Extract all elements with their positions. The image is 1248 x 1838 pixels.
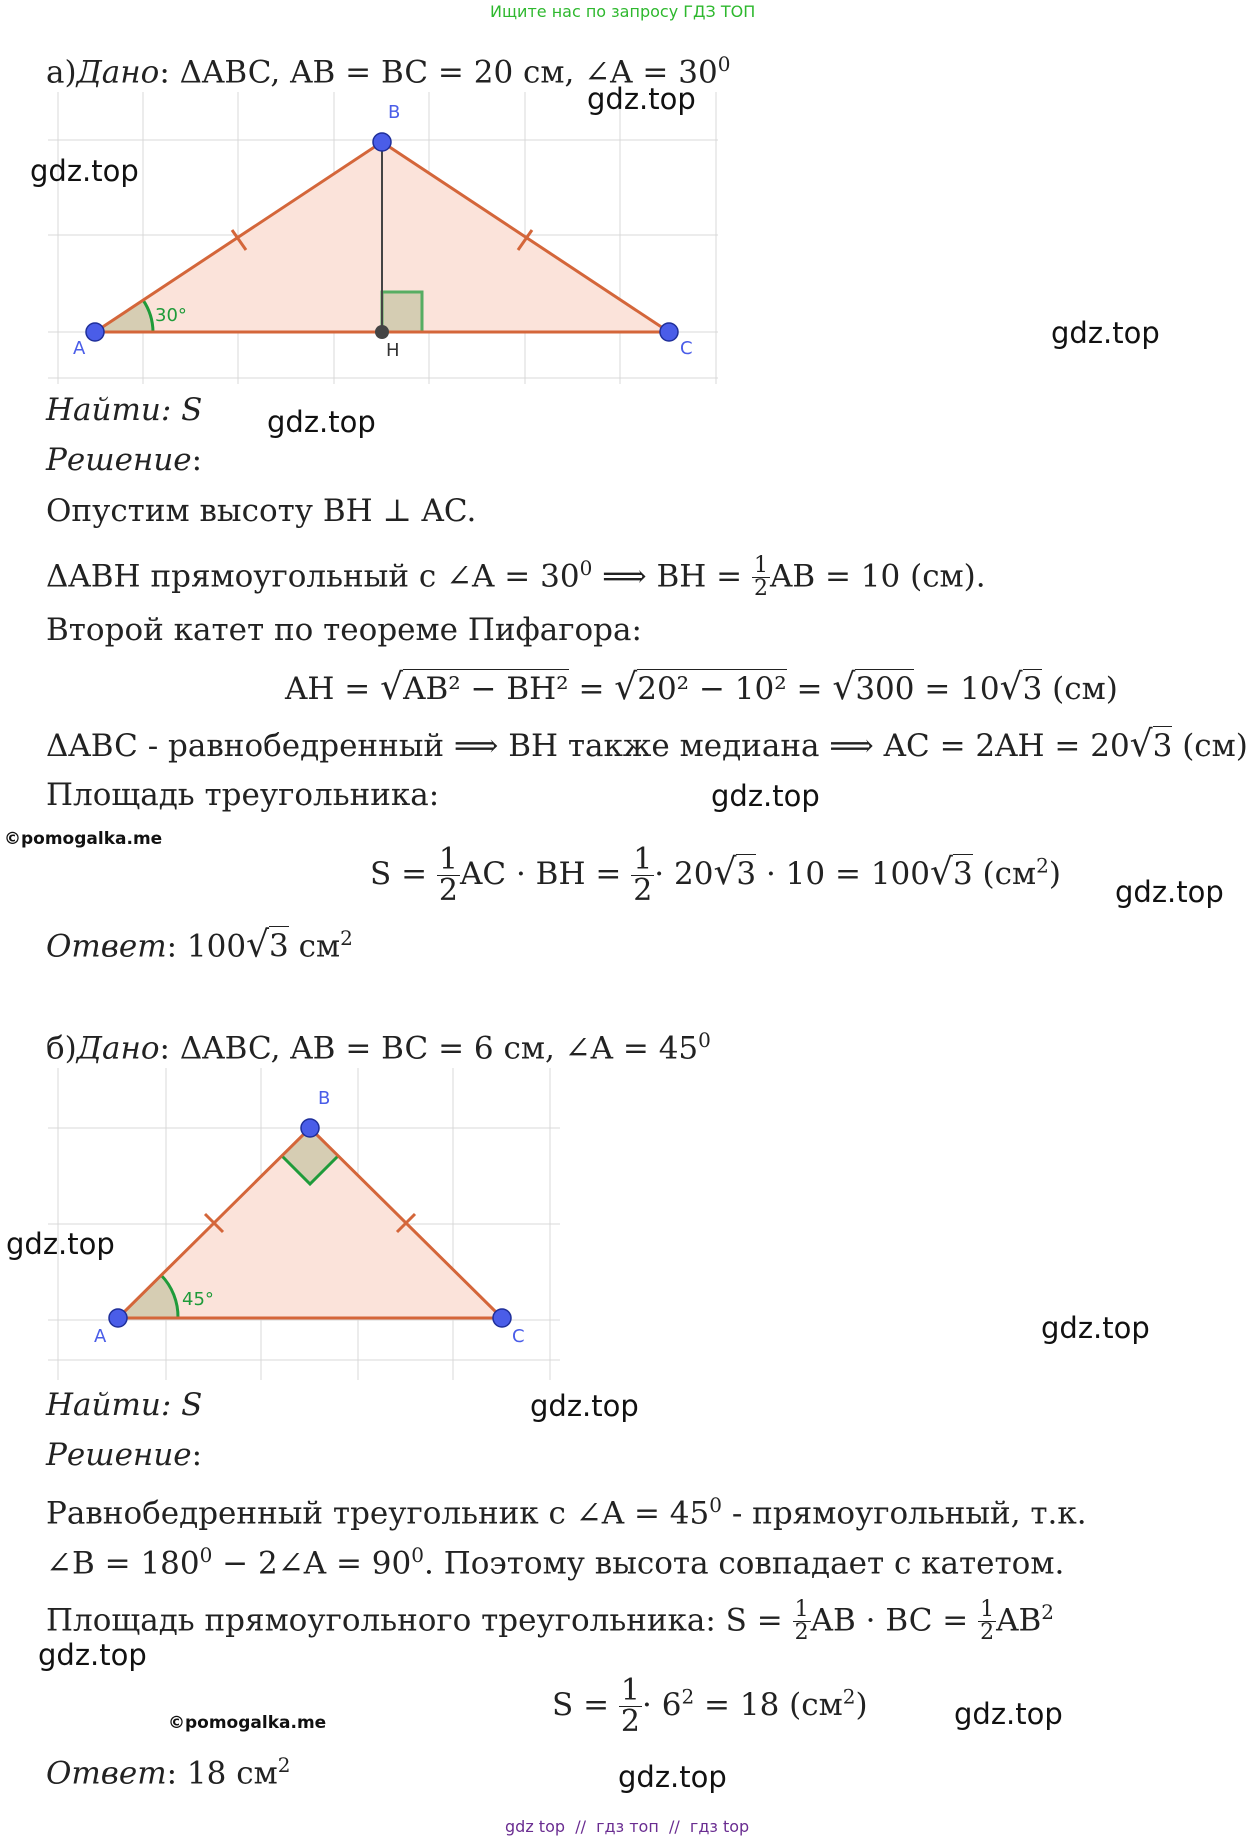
step1-post: - прямоугольный, т.к. xyxy=(721,1495,1087,1532)
footer-separator: // xyxy=(575,1817,586,1836)
top-banner[interactable]: Ищите нас по запросу ГДЗ ТОП xyxy=(490,2,756,21)
step1-pre: Равнобедренный треугольник с ∠A = 45 xyxy=(46,1495,710,1532)
step2-pre: ∠B = 180 xyxy=(46,1545,200,1582)
part-b-step2 xyxy=(46,1535,1064,1583)
find-text: : S xyxy=(160,1387,203,1423)
step2-mid: − 2∠A = 90 xyxy=(212,1545,412,1582)
label-h: H xyxy=(386,340,400,361)
given-text: : ΔABC, AB = BC = 20 см, ∠A = 30 xyxy=(159,54,718,91)
eq: = 10 xyxy=(914,671,1000,707)
footer-link-gdz-top-ru[interactable]: гдз топ xyxy=(596,1817,659,1836)
angle-label: 30° xyxy=(155,305,187,326)
part-a-area-formula xyxy=(370,842,1061,908)
unit: (см xyxy=(972,856,1037,892)
point-a xyxy=(109,1309,127,1327)
part-b-solution-heading xyxy=(46,1435,202,1475)
degree-sup: 0 xyxy=(199,1543,213,1567)
label-a: A xyxy=(94,1326,107,1347)
solution-word: Решение xyxy=(46,442,192,478)
step3-post: AB xyxy=(996,1602,1042,1639)
s-lhs: S = xyxy=(370,856,437,892)
given-word: Дано xyxy=(76,54,160,91)
footer-link-gdz-top-mixed[interactable]: гдз top xyxy=(689,1817,750,1836)
part-a-find xyxy=(46,390,202,430)
label-c: C xyxy=(512,1326,525,1347)
find-word: Найти xyxy=(46,1387,161,1423)
s-mid: AC · BH = xyxy=(460,856,632,892)
unit: (см) xyxy=(1042,671,1118,707)
watermark: gdz.top xyxy=(711,779,820,813)
footer-separator: // xyxy=(668,1817,680,1836)
unit: см xyxy=(288,928,341,965)
given-word: Дано xyxy=(76,1030,160,1067)
sqrt-content: 20² − 10² xyxy=(637,671,787,707)
frac-den: 2 xyxy=(633,873,653,908)
part-a-step2 xyxy=(46,548,986,600)
part-b-given xyxy=(46,1020,711,1068)
sqrt-content: 300 xyxy=(855,671,915,707)
ah-lhs: AH = xyxy=(285,671,381,707)
point-b xyxy=(301,1119,319,1137)
sqrt-content: 3 xyxy=(736,856,757,892)
frac-num: 1 xyxy=(633,842,653,877)
triangle-figure-a xyxy=(48,92,718,384)
sqrt-content: 3 xyxy=(952,856,973,892)
answer-word: Ответ xyxy=(46,1755,167,1792)
sup: 2 xyxy=(340,926,353,950)
right-angle-mark xyxy=(382,292,422,332)
watermark: gdz.top xyxy=(38,1638,147,1672)
copyright: ©pomogalka.me xyxy=(4,829,163,849)
part-a-answer xyxy=(46,918,353,966)
sqrt-symbol: √ xyxy=(1129,724,1153,765)
label-c: C xyxy=(680,338,693,359)
part-b-step3 xyxy=(46,1592,1054,1644)
fraction-half xyxy=(752,555,770,600)
s-post: · 10 = 100 xyxy=(756,856,930,892)
given-text: : ΔABC, AB = BC = 6 см, ∠A = 45 xyxy=(159,1030,699,1067)
part-b-label: б) xyxy=(46,1030,77,1067)
answer-text: : 18 см xyxy=(166,1755,278,1792)
watermark: gdz.top xyxy=(267,405,376,439)
part-b-step1 xyxy=(46,1485,1087,1533)
watermark: gdz.top xyxy=(1051,316,1160,350)
degree-sup: 0 xyxy=(698,1028,711,1052)
step2-post: . Поэтому высота совпадает с катетом. xyxy=(423,1545,1065,1582)
step2-post: AB = 10 (см). xyxy=(769,558,986,595)
colon: : xyxy=(191,442,203,478)
degree-sup: 0 xyxy=(709,1493,722,1517)
watermark: gdz.top xyxy=(587,82,696,116)
part-a-step1: Опустим высоту BH ⊥ AC. xyxy=(46,493,477,529)
frac-den: 2 xyxy=(980,1620,995,1646)
sqrt-content: 3 xyxy=(1022,671,1043,707)
sup: 2 xyxy=(277,1753,291,1777)
solution-word: Решение xyxy=(46,1437,192,1473)
label-b: B xyxy=(388,102,401,123)
part-a-label: а) xyxy=(46,54,77,91)
find-word: Найти xyxy=(46,392,161,428)
sqrt-symbol: √ xyxy=(380,667,404,708)
watermark: gdz.top xyxy=(30,154,139,188)
fraction-half xyxy=(631,842,654,908)
triangle-figure-b xyxy=(48,1068,560,1380)
part-a-solution-heading xyxy=(46,440,202,480)
sqrt-content: 3 xyxy=(1152,728,1173,764)
answer-pre: : 100 xyxy=(166,928,247,965)
watermark: gdz.top xyxy=(1041,1311,1150,1345)
step3-mid: AB · BC = xyxy=(810,1602,979,1639)
s-mid2: · 20 xyxy=(654,856,714,892)
frac-num: 1 xyxy=(620,1673,641,1708)
sqrt-symbol: √ xyxy=(832,667,856,708)
frac-den: 2 xyxy=(620,1704,641,1739)
part-a-step4 xyxy=(46,725,1248,766)
sqrt-content: AB² − BH² xyxy=(403,671,569,707)
s-eq: = 18 (см xyxy=(694,1687,843,1723)
frac-den: 2 xyxy=(753,576,768,602)
sup: 2 xyxy=(1036,853,1049,878)
fraction-half xyxy=(619,1673,642,1739)
watermark: gdz.top xyxy=(530,1389,639,1423)
part-a-ah-formula xyxy=(285,668,1118,709)
footer-links xyxy=(505,1817,749,1836)
frac-num: 1 xyxy=(438,842,459,877)
step2-pre: ΔABH прямоугольный с ∠A = 30 xyxy=(46,558,580,595)
part-a-step3: Второй катет по теореме Пифагора: xyxy=(46,612,642,648)
copyright: ©pomogalka.me xyxy=(168,1713,327,1733)
sup: 2 xyxy=(842,1684,856,1709)
part-b-area-formula xyxy=(552,1673,868,1739)
sup: 2 xyxy=(681,1684,695,1709)
step4-pre: ΔABC - равнобедренный ⟹ BH также медиана ⟹ AC = 2AH = 20 xyxy=(46,728,1130,764)
point-b xyxy=(373,133,391,151)
degree-sup: 0 xyxy=(717,52,731,76)
fraction-half xyxy=(978,1599,996,1644)
unit-end: ) xyxy=(1048,856,1061,892)
sqrt-symbol: √ xyxy=(614,667,638,708)
step3-pre: Площадь прямоугольного треугольника: S = xyxy=(46,1602,793,1639)
s-lhs: S = xyxy=(552,1687,619,1723)
sup: 2 xyxy=(1041,1600,1055,1624)
frac-num: 1 xyxy=(980,1597,995,1623)
fraction-half xyxy=(793,1599,811,1644)
frac-num: 1 xyxy=(794,1597,809,1623)
point-a xyxy=(86,323,104,341)
sqrt-symbol: √ xyxy=(713,852,737,893)
sqrt-content: 3 xyxy=(269,928,289,965)
part-b-find xyxy=(46,1385,202,1425)
s-post: · 6 xyxy=(642,1687,682,1723)
sqrt-symbol: √ xyxy=(246,924,270,966)
frac-den: 2 xyxy=(794,1620,809,1646)
point-c xyxy=(660,323,678,341)
colon: : xyxy=(191,1437,203,1473)
eq: = xyxy=(568,671,615,707)
watermark: gdz.top xyxy=(954,1697,1063,1731)
degree-sup: 0 xyxy=(579,556,593,580)
eq: = xyxy=(786,671,833,707)
footer-link-gdz-top[interactable]: gdz top xyxy=(505,1817,566,1836)
sqrt-symbol: √ xyxy=(930,852,953,893)
find-text: : S xyxy=(160,392,203,428)
point-c xyxy=(493,1309,511,1327)
part-b-answer xyxy=(46,1745,290,1793)
sqrt-symbol: √ xyxy=(999,667,1023,708)
answer-word: Ответ xyxy=(46,928,167,965)
angle-label: 45° xyxy=(182,1289,214,1310)
watermark: gdz.top xyxy=(6,1227,115,1261)
degree-sup: 0 xyxy=(411,1543,424,1567)
unit: (см) xyxy=(1172,728,1248,764)
label-a: A xyxy=(73,338,86,359)
watermark: gdz.top xyxy=(618,1760,727,1794)
s-end: ) xyxy=(855,1687,868,1723)
label-b: B xyxy=(318,1088,331,1109)
fraction-half xyxy=(437,842,460,908)
point-h xyxy=(375,325,389,339)
frac-num: 1 xyxy=(753,553,768,579)
watermark: gdz.top xyxy=(1115,875,1224,909)
part-a-step5: Площадь треугольника: xyxy=(46,777,440,813)
step2-mid: ⟹ BH = xyxy=(592,558,752,595)
frac-den: 2 xyxy=(438,873,459,908)
